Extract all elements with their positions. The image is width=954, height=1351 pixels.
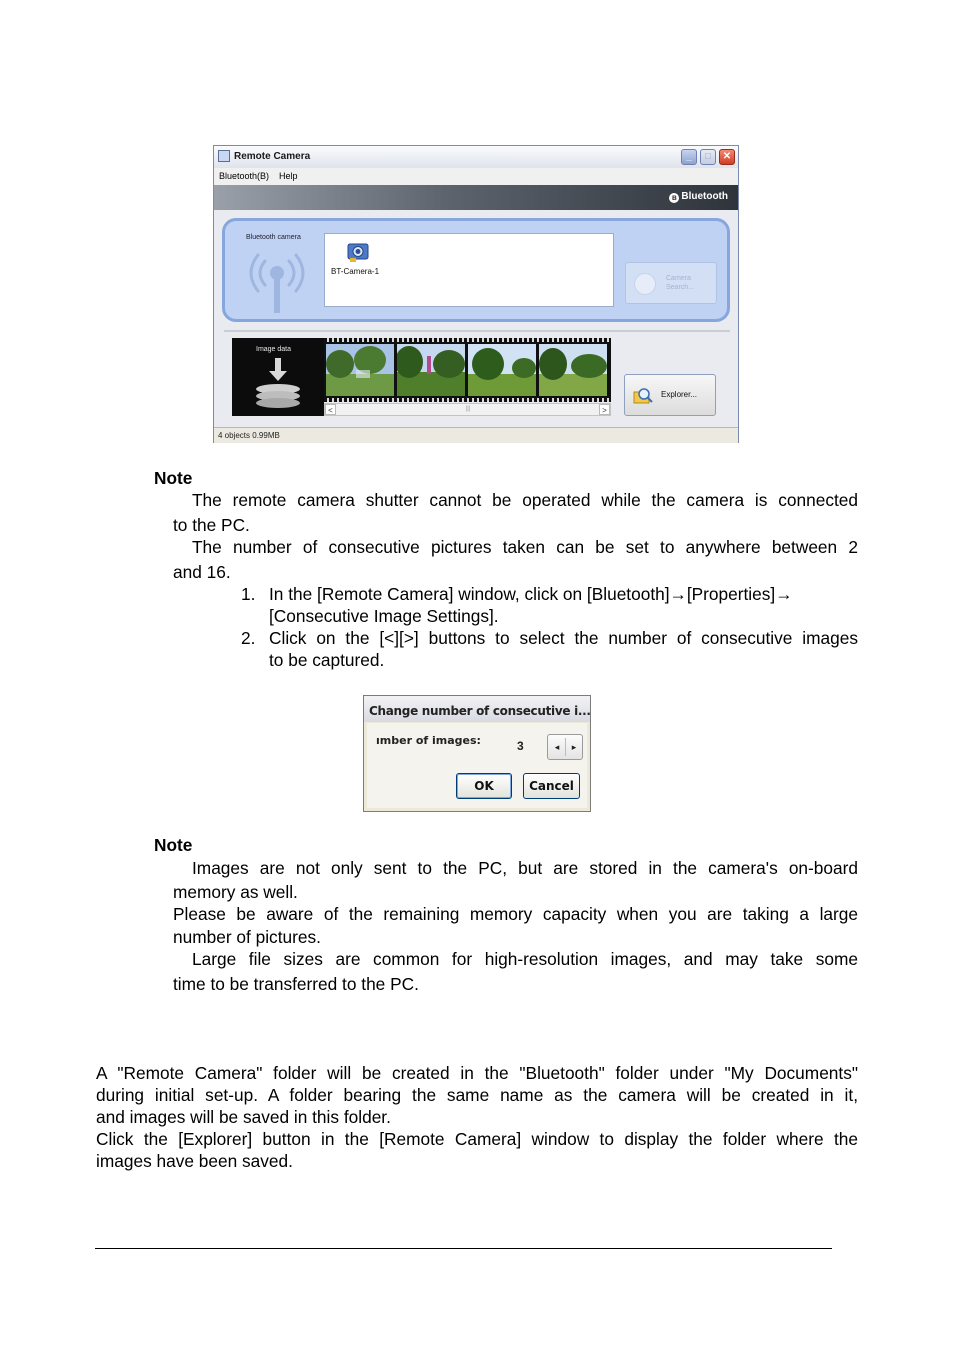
note-text: Large file sizes are common for high-resolution images, and may take some: [192, 949, 858, 969]
note-text: to the PC.: [173, 515, 250, 535]
filmstrip-scrollbar[interactable]: [324, 403, 611, 416]
note-text: number of pictures.: [173, 927, 321, 947]
menu-bar: [214, 168, 738, 185]
status-text: 4 objects 0.99MB: [218, 431, 280, 440]
download-disc-icon: [246, 358, 310, 412]
dialog-title: Change number of consecutive i...: [369, 704, 591, 718]
body-text: A "Remote Camera" folder will be created in the "Bluetooth" folder under "My Documents": [96, 1063, 858, 1083]
bluetooth-icon: ʙ: [669, 193, 679, 203]
increase-button[interactable]: ▸: [571, 742, 577, 752]
explorer-button[interactable]: [624, 374, 716, 416]
minimize-button[interactable]: _: [681, 149, 697, 165]
scroll-right-button[interactable]: >: [599, 404, 610, 415]
note-text: The number of consecutive pictures taken can be set to anywhere between 2: [192, 537, 858, 557]
camera-search-icon: [634, 273, 656, 295]
body-text: during initial set-up. A folder bearing the same name as the camera will be created in it,: [96, 1085, 858, 1105]
dialog-body: [367, 723, 587, 808]
camera-search-button[interactable]: [625, 262, 717, 304]
body-text: and images will be saved in this folder.: [96, 1107, 391, 1127]
separator: [224, 330, 730, 332]
scroll-left-button[interactable]: <: [325, 404, 336, 415]
explorer-button-label: Explorer...: [661, 390, 698, 399]
window-title: Remote Camera: [234, 151, 311, 162]
number-of-images-label: ımber of images:: [376, 734, 481, 747]
note-text: The remote camera shutter cannot be operated while the camera is connected: [192, 490, 858, 510]
cancel-button[interactable]: Cancel: [523, 773, 580, 799]
thumbnail-filmstrip[interactable]: [324, 338, 611, 402]
maximize-button[interactable]: □: [700, 149, 716, 165]
camera-section-label: Bluetooth camera: [246, 234, 301, 241]
step-text: Click on the [<][>] buttons to select the number of consecutive images: [269, 628, 858, 648]
magnifier-folder-icon: [633, 386, 653, 406]
camera-device-icon[interactable]: [347, 240, 369, 262]
note-text: memory as well.: [173, 882, 298, 902]
close-button[interactable]: ✕: [719, 149, 735, 165]
menu-help[interactable]: Help: [279, 171, 298, 181]
dialog-titlebar[interactable]: [364, 696, 590, 722]
consecutive-images-dialog: [363, 695, 591, 812]
film-perforation: [324, 338, 611, 342]
thumbnail-image[interactable]: [468, 344, 536, 396]
decrease-button[interactable]: ◂: [549, 738, 566, 756]
antenna-icon: [247, 251, 307, 315]
step-text: to be captured.: [269, 650, 385, 670]
note-text: Please be aware of the remaining memory capacity when you are taking a large: [173, 904, 858, 924]
step-text: [Consecutive Image Settings].: [269, 606, 499, 626]
status-bar: [214, 427, 738, 443]
scroll-thumb[interactable]: |||: [465, 406, 471, 412]
menu-bluetooth[interactable]: Bluetooth(B): [219, 171, 270, 181]
note-heading: Note: [154, 468, 193, 488]
body-text: Click the [Explorer] button in the [Remote Camera] window to display the folder where the: [96, 1129, 858, 1149]
body-text: images have been saved.: [96, 1151, 293, 1171]
note-text: and 16.: [173, 562, 231, 582]
device-name: BT-Camera-1: [331, 267, 380, 276]
window-titlebar[interactable]: [214, 146, 738, 168]
note-heading: Note: [154, 835, 193, 855]
footer-rule: [95, 1248, 832, 1249]
film-perforation: [324, 398, 611, 402]
number-of-images-value: 3: [517, 739, 524, 753]
note-text: Images are not only sent to the PC, but are stored in the camera's on-board: [192, 858, 858, 878]
image-data-label: Image data: [256, 346, 292, 353]
note-text: time to be transferred to the PC.: [173, 974, 419, 994]
device-list: [324, 233, 614, 307]
image-data-panel: [232, 338, 324, 416]
bluetooth-logo: ʙ Bluetooth: [669, 191, 728, 203]
thumbnail-image[interactable]: [539, 344, 607, 396]
step-text: In the [Remote Camera] window, click on [Bluetooth]→[Properties]→: [269, 584, 793, 604]
ok-button[interactable]: OK: [456, 773, 512, 799]
camera-search-label: Camera Search...: [666, 275, 695, 291]
thumbnail-image[interactable]: [326, 344, 394, 396]
step-number: 2.: [241, 628, 256, 648]
step-number: 1.: [241, 584, 256, 604]
app-icon: [218, 150, 230, 162]
image-count-stepper: [547, 734, 583, 760]
brand-banner: [214, 185, 738, 210]
thumbnail-image[interactable]: [397, 344, 465, 396]
remote-camera-window: [213, 145, 739, 443]
camera-panel: [222, 218, 730, 322]
